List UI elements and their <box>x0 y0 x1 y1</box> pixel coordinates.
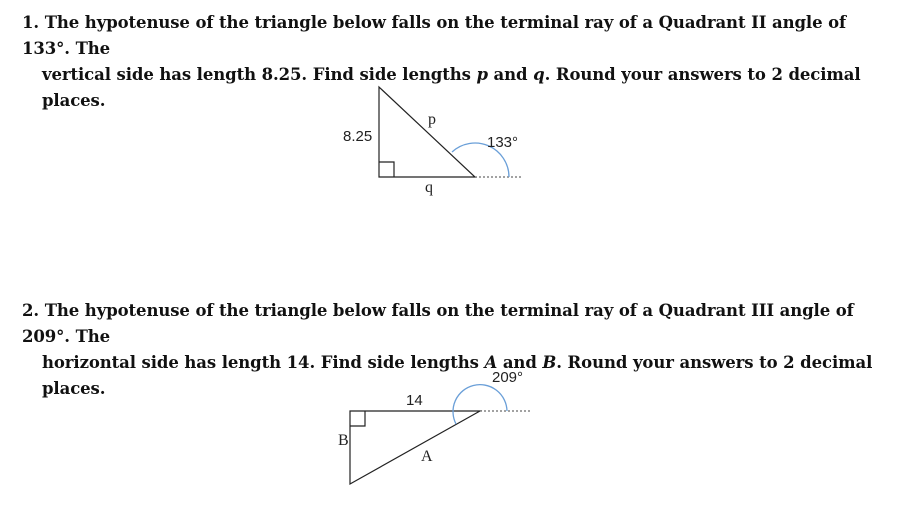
triangle-2-outline <box>350 411 480 484</box>
triangle-1-angle-arc <box>452 143 509 177</box>
triangle-2-horizontal-label: 14 <box>406 392 423 409</box>
problem-2-text <box>22 298 892 402</box>
problem-2-and: and <box>497 353 543 372</box>
problem-2-line-2-start: horizontal side has length 14. Find side lengths <box>42 353 485 372</box>
triangle-2-hypotenuse-label: A <box>421 448 433 465</box>
triangle-2-vertical-label: B <box>338 432 349 449</box>
problem-1-line-2-end: . Round your answers to 2 decimal places. <box>42 65 861 110</box>
variable-p: p <box>476 65 488 84</box>
triangle-1-right-angle-marker <box>379 162 394 177</box>
triangle-2 <box>350 411 480 484</box>
problem-1-line-2 <box>22 62 892 114</box>
problem-1-number: 1. <box>22 13 40 32</box>
triangle-2-angle-label: 209° <box>492 369 524 386</box>
problem-2-line-2 <box>22 350 892 402</box>
variable-a: A <box>484 353 498 372</box>
variable-q: q <box>533 65 545 84</box>
problem-2-line-2-end: . Round your answers to 2 decimal places. <box>42 353 873 398</box>
problem-1-text <box>22 10 892 114</box>
problem-1-and: and <box>487 65 534 84</box>
problem-1-line-2-start: vertical side has length 8.25. Find side lengths <box>42 65 477 84</box>
problem-2-number: 2. <box>22 301 40 320</box>
triangle-1-vertical-label: 8.25 <box>343 128 373 145</box>
problem-2-line-1: The hypotenuse of the triangle below falls on the terminal ray of a Quadrant III angle of 209°. The <box>22 301 854 346</box>
problem-1-line-1: The hypotenuse of the triangle below falls on the terminal ray of a Quadrant II angle of 133°. The <box>22 13 847 58</box>
triangle-1-horizontal-label: q <box>425 179 433 196</box>
triangle-2-right-angle-marker <box>350 411 365 426</box>
triangle-1-angle-label: 133° <box>487 134 519 151</box>
variable-b: B <box>542 353 557 372</box>
triangle-1-hypotenuse-label: p <box>428 111 436 128</box>
